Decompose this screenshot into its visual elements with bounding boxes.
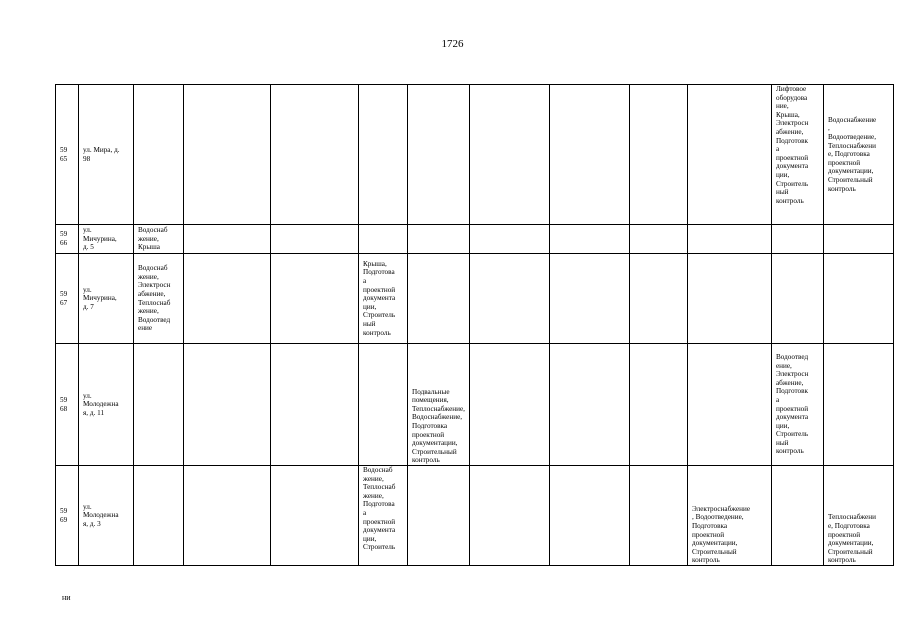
- empty-cell: [549, 344, 629, 466]
- page-number: 1726: [441, 38, 464, 50]
- empty-cell: [184, 225, 271, 254]
- work-cell: [687, 344, 771, 466]
- empty-cell: [629, 344, 687, 466]
- row-number: 59 68: [56, 344, 79, 466]
- work-cell: [408, 225, 470, 254]
- empty-cell: [469, 466, 549, 566]
- work-cell: Электроснабжение , Водоотведение, Подготовка проектной документации, Строительный контроль: [687, 466, 771, 566]
- work-cell: [359, 85, 408, 225]
- capital-repair-table: [55, 84, 894, 566]
- work-cell: Крыша, Подготова а проектной документа ции, Строитель ный контроль: [359, 254, 408, 344]
- empty-cell: [271, 466, 359, 566]
- work-cell: Водоснаб жение, Крыша: [134, 225, 184, 254]
- work-cell: [134, 466, 184, 566]
- row-number: 59 65: [56, 85, 79, 225]
- empty-cell: [469, 85, 549, 225]
- address-cell: ул. Молодежна я, д. 11: [79, 344, 134, 466]
- empty-cell: [549, 466, 629, 566]
- row-number: 59 67: [56, 254, 79, 344]
- work-cell: [687, 225, 771, 254]
- empty-cell: [271, 344, 359, 466]
- table-row: [56, 85, 894, 225]
- empty-cell: [549, 254, 629, 344]
- row-number: 59 66: [56, 225, 79, 254]
- work-cell: Лифтовое оборудова ние, Крыша, Электросн абжение, Подготовк а проектной документа ции, Строитель ный контроль: [771, 85, 823, 225]
- work-cell: [408, 85, 470, 225]
- work-cell: [134, 85, 184, 225]
- empty-cell: [469, 254, 549, 344]
- row-number: 59 69: [56, 466, 79, 566]
- empty-cell: [184, 254, 271, 344]
- empty-cell: [549, 85, 629, 225]
- table-row: [56, 466, 894, 566]
- work-cell: [771, 254, 823, 344]
- address-cell: ул. Молодежна я, д. 3: [79, 466, 134, 566]
- empty-cell: [184, 85, 271, 225]
- work-cell: [823, 254, 893, 344]
- address-cell: ул. Мичурина, д. 7: [79, 254, 134, 344]
- work-cell: Водоснаб жение, Электросн абжение, Теплоснаб жение, Водоотвед ение: [134, 254, 184, 344]
- work-cell: [408, 466, 470, 566]
- work-cell: [408, 254, 470, 344]
- table-row: [56, 254, 894, 344]
- work-cell: [687, 85, 771, 225]
- empty-cell: [549, 225, 629, 254]
- work-cell: [823, 225, 893, 254]
- work-cell: Теплоснабжени е, Подготовка проектной документации, Строительный контроль: [823, 466, 893, 566]
- empty-cell: [629, 254, 687, 344]
- work-cell: Водоснаб жение, Теплоснаб жение, Подготова а проектной документа ции, Строитель: [359, 466, 408, 566]
- table-row: [56, 344, 894, 466]
- work-cell: [823, 344, 893, 466]
- footer-mark: ни: [62, 593, 71, 602]
- work-cell: [134, 344, 184, 466]
- empty-cell: [184, 466, 271, 566]
- empty-cell: [629, 225, 687, 254]
- work-cell: [687, 254, 771, 344]
- address-cell: ул. Мичурина, д. 5: [79, 225, 134, 254]
- work-cell: Водоотвед ение, Электросн абжение, Подготовк а проектной документа ции, Строитель ный контроль: [771, 344, 823, 466]
- work-cell: [359, 344, 408, 466]
- work-cell: [771, 466, 823, 566]
- empty-cell: [469, 225, 549, 254]
- empty-cell: [271, 254, 359, 344]
- empty-cell: [629, 85, 687, 225]
- work-cell: [359, 225, 408, 254]
- work-cell: [771, 225, 823, 254]
- empty-cell: [271, 85, 359, 225]
- address-cell: ул. Мира, д. 98: [79, 85, 134, 225]
- work-cell: Подвальные помещения, Теплоснабжение, Водоснабжение, Подготовка проектной документации, Строительный контроль: [408, 344, 470, 466]
- empty-cell: [271, 225, 359, 254]
- empty-cell: [184, 344, 271, 466]
- work-cell: Водоснабжение , Водоотведение, Теплоснабжени е, Подготовка проектной документации, Строительный контроль: [823, 85, 893, 225]
- table-row: [56, 225, 894, 254]
- empty-cell: [469, 344, 549, 466]
- empty-cell: [629, 466, 687, 566]
